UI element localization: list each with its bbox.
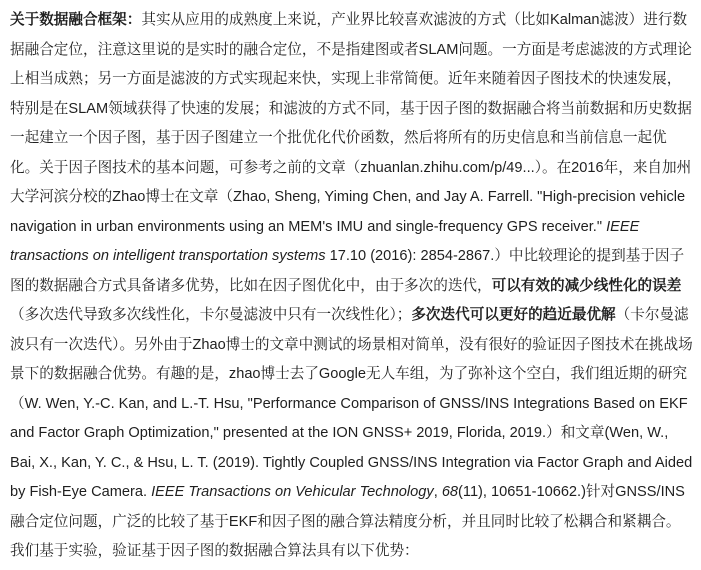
emphasis-bold-text: 关于数据融合框架：: [10, 12, 142, 28]
body-text: ,: [433, 484, 442, 500]
body-text: （多次迭代导致多次线性化，卡尔曼滤波中只有一次线性化）；: [10, 307, 412, 323]
body-text: 17.10 (2016): 2854-2867.）中比较理论的提到基于因子图的数据融合方式具备诸多优势，比如在因子图优化中，由于多次的迭代，: [10, 248, 685, 294]
body-text: ）。在2016年，来自加州大学河滨分校的Zhao博士在文章（Zhao, Sheng, Yiming Chen, and Jay A. Farrell. "High-precision vehicle navigation in urban environments using an MEM's IMU and single-frequency GPS receiver.": [10, 159, 692, 235]
citation-italic-text: IEEE transactions on intelligent transportation systems: [10, 218, 640, 264]
body-text: (11), 10651-10662.)针对GNSS/INS融合定位问题，广泛的比较了基于EKF和因子图的融合算法精度分析，并且同时比较了松耦合和紧耦合。我们基于实验，验证基于因子图的数据融合算法具有以下优势：: [10, 484, 685, 559]
citation-italic-text: 68: [441, 484, 459, 500]
emphasis-bold-text: 可以有效的减少线性化的误差: [491, 277, 682, 294]
emphasis-bold-text: 多次迭代可以更好的趋近最优解: [411, 307, 616, 323]
inline-link[interactable]: zhuanlan.zhihu.com/p/49...: [360, 159, 535, 176]
paragraph-data-fusion-framework: [10, 6, 693, 567]
citation-italic-text: IEEE Transactions on Vehicular Technology: [151, 484, 434, 500]
body-text: 其实从应用的成熟度上来说，产业界比较喜欢滤波的方式（比如Kalman滤波）进行数据融合定位，注意这里说的是实时的融合定位，不是指建图或者SLAM问题。一方面是考虑滤波的方式理论上相当成熟；另一方面是滤波的方式实现起来快，实现上非常简便。近年来随着因子图技术的快速发展，特别是在SLAM领域获得了快速的发展；和滤波的方式不同，基于因子图的数据融合将当前数据和历史数据一起建立一个因子图，基于因子图建立一个批优化代价函数，然后将所有的历史信息和当前信息一起优化。关于因子图技术的基本问题，可参考之前的文章（: [10, 12, 692, 176]
body-text: （卡尔曼滤波只有一次迭代）。另外由于Zhao博士的文章中测试的场景相对简单，没有很好的验证因子图技术在挑战场景下的数据融合优势。有趣的是，zhao博士去了Google无人车组，为了弥补这个空白，我们组近期的研究（W. Wen, Y.-C. Kan, and L.-T. Hsu, "Performance Comparison of GNSS/INS Integrations Based on EKF and Factor Graph Optimization," presented at the ION GNSS+ 2019, Florida, 2019.）和文章(Wen, W., Bai, X., Kan, Y. C., & Hsu, L. T. (2019). Tightly Coupled GNSS/INS Integration via Factor Graph and Aided by Fish-Eye Camera.: [10, 307, 693, 500]
